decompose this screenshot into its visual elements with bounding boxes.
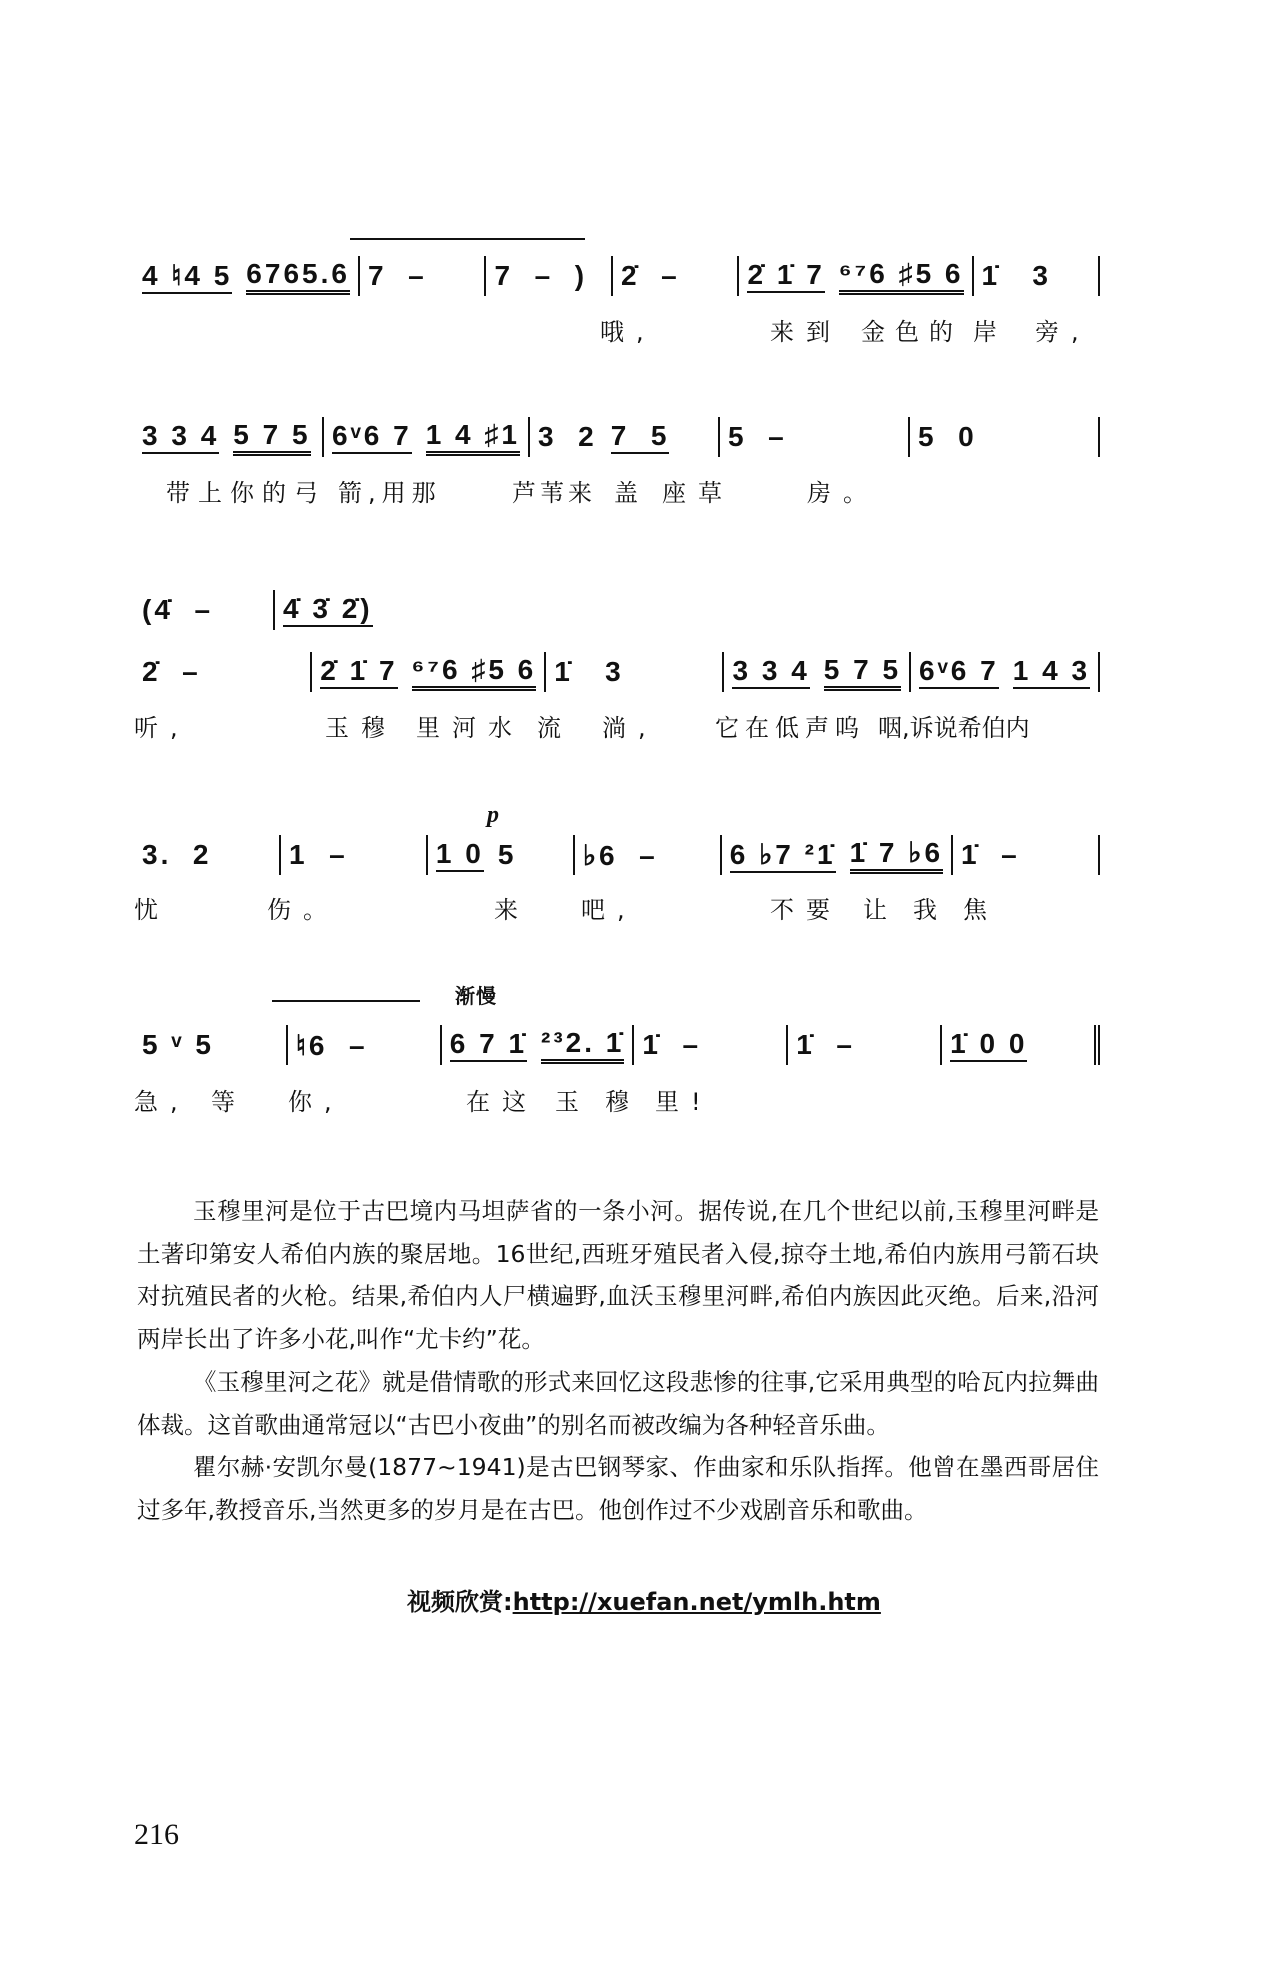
note-group: ♭6 – xyxy=(582,839,658,871)
tempo-marking: 渐慢 xyxy=(455,984,497,1008)
note-group: 5 ᵛ 5 xyxy=(142,1029,214,1060)
note-group: 6 7 1̇ xyxy=(450,1028,527,1062)
lyric: 芦苇来 xyxy=(512,479,596,507)
measure xyxy=(634,1025,788,1065)
note-group: 5 – xyxy=(728,421,787,452)
note-group: ²³2. 1̇ xyxy=(541,1027,624,1064)
lyric: 里! xyxy=(655,1088,713,1116)
lyric: 旁, xyxy=(1035,318,1091,346)
video-link-line xyxy=(407,1582,881,1617)
score-row-2 xyxy=(134,417,1100,457)
lyric: 玉 xyxy=(555,1088,591,1116)
note-group: 6ᵛ6 7 xyxy=(919,655,999,689)
measure xyxy=(134,1025,288,1065)
lyric: 金色的 xyxy=(861,318,963,346)
lyric: 来到 xyxy=(770,318,842,346)
video-label: 视频欣赏: xyxy=(407,1588,513,1616)
measure xyxy=(722,835,953,875)
note-group: 7 5 xyxy=(611,420,670,454)
measure xyxy=(974,256,1101,296)
video-url-link[interactable]: http://xuefan.net/ymlh.htm xyxy=(512,1588,881,1616)
paragraph: 《玉穆里河之花》就是借情歌的形式来回忆这段悲惨的往事,它采用典型的哈瓦内拉舞曲体裁。这首歌曲通常冠以“古巴小夜曲”的别名而被改编为各种轻音乐曲。 xyxy=(137,1367,1099,1439)
score-intro-row xyxy=(134,590,414,630)
lyric: 岸 xyxy=(973,318,1009,346)
lyric: 玉穆 xyxy=(325,714,397,742)
measure xyxy=(911,652,1100,692)
note-group: 7 – xyxy=(367,260,427,291)
measure xyxy=(288,1025,442,1065)
measure xyxy=(281,835,428,875)
score-row-5 xyxy=(134,1025,1100,1065)
lyric: 在这 xyxy=(466,1088,538,1116)
measure xyxy=(324,417,530,457)
note-group: 4̇ 3̇ 2̇) xyxy=(283,593,373,627)
note-group: 1̇ – xyxy=(961,839,1020,870)
measure xyxy=(910,417,1100,457)
note-group: 3 3 4 xyxy=(142,420,219,454)
crescendo-hairpin xyxy=(350,238,585,240)
note-group: 7 – ) xyxy=(494,260,588,291)
score-row-3 xyxy=(134,652,1100,692)
lyric: 吧, xyxy=(581,896,637,924)
lyric: 里河水 xyxy=(416,714,524,742)
measure xyxy=(788,1025,942,1065)
measure xyxy=(134,590,275,630)
lyric: 淌, xyxy=(602,714,658,742)
measure xyxy=(720,417,910,457)
measure xyxy=(134,652,312,692)
note-group: 6 ♭7 ²1̇ xyxy=(730,838,836,873)
lyric: 不要 xyxy=(770,896,842,924)
lyric: 来 xyxy=(494,896,530,924)
dynamic-piano: p xyxy=(487,802,499,828)
page-number: 216 xyxy=(134,1818,179,1851)
lyric: 房。 xyxy=(807,479,879,507)
measure xyxy=(724,652,911,692)
measure xyxy=(134,256,360,296)
note-group: 1̇ 0 0 xyxy=(950,1028,1027,1062)
note-group: 6765.6 xyxy=(246,258,350,295)
note-group: 5 xyxy=(497,839,517,870)
note-group: 1̇ – xyxy=(642,1029,702,1060)
measure xyxy=(275,590,414,630)
measure xyxy=(428,835,575,875)
crescendo-hairpin xyxy=(272,1000,420,1002)
measure xyxy=(613,256,740,296)
note-group: 1 0 xyxy=(436,838,484,872)
note-group: (4̇ – xyxy=(142,594,214,625)
measure xyxy=(530,417,720,457)
measure xyxy=(546,652,724,692)
note-group: 3 2 xyxy=(537,421,597,452)
note-group: 2̇ – xyxy=(620,260,680,291)
note-group: 5 7 5 xyxy=(233,419,310,456)
lyric: 急, xyxy=(134,1088,190,1116)
note-group: 2̇ 1̇ 7 xyxy=(747,259,824,293)
measure xyxy=(953,835,1100,875)
description-text xyxy=(137,1190,1099,1532)
lyric: 让 xyxy=(863,896,899,924)
measure xyxy=(134,835,281,875)
lyric: 带上你的弓 xyxy=(166,479,326,507)
paragraph: 玉穆里河是位于古巴境内马坦萨省的一条小河。据传说,在几个世纪以前,玉穆里河畔是土著印第安人希伯内族的聚居地。16世纪,西班牙殖民者入侵,掠夺土地,希伯内族用弓箭石块对抗殖民者的火枪。结果,希伯内人尸横遍野,血沃玉穆里河畔,希伯内族因此灭绝。后来,沿河两岸长出了许多小花,叫作“尤卡约”花。 xyxy=(137,1197,1099,1354)
measure xyxy=(739,256,973,296)
note-group: 1̇ – xyxy=(796,1029,855,1060)
lyric: 听, xyxy=(134,714,190,742)
note-group: ♮6 – xyxy=(295,1029,368,1061)
lyric: 我 xyxy=(913,896,949,924)
note-group: 2̇ 1̇ 7 xyxy=(320,655,397,689)
note-group: 3. 2 xyxy=(142,839,212,870)
measure xyxy=(575,835,722,875)
note-group: 1̇ 3 xyxy=(981,260,1051,291)
score-row-4 xyxy=(134,835,1100,875)
paragraph: 瞿尔赫·安凯尔曼(1877~1941)是古巴钢琴家、作曲家和乐队指挥。他曾在墨西哥居住过多年,教授音乐,当然更多的岁月是在古巴。他创作过不少戏剧音乐和歌曲。 xyxy=(137,1453,1099,1524)
note-group: 5 0 xyxy=(918,421,977,452)
score-row-1 xyxy=(134,256,1100,296)
measure xyxy=(134,417,324,457)
lyric: 座草 xyxy=(662,479,734,507)
lyric: 流 xyxy=(537,714,573,742)
note-group: ⁶⁷6 ♯5 6 xyxy=(412,654,537,691)
lyric: 伤。 xyxy=(267,896,339,924)
note-group: 6ᵛ6 7 xyxy=(332,420,412,454)
measure xyxy=(442,1025,635,1065)
note-group: 1 4 ♯1 xyxy=(426,419,520,456)
note-group: 1 4 3 xyxy=(1013,655,1090,689)
lyric: 你, xyxy=(288,1088,344,1116)
note-group: ⁶⁷6 ♯5 6 xyxy=(839,258,964,295)
note-group: 2̇ – xyxy=(142,656,201,687)
lyric: 哦, xyxy=(600,318,656,346)
note-group: 5 7 5 xyxy=(824,654,901,691)
measure xyxy=(312,652,546,692)
lyric: 它在低声呜 xyxy=(715,714,865,742)
note-group: 1 – xyxy=(288,839,348,870)
note-group: 4 ♮4 5 xyxy=(142,259,232,294)
lyric: 焦 xyxy=(963,896,999,924)
measure xyxy=(942,1025,1100,1065)
lyric: 穆 xyxy=(605,1088,641,1116)
lyric: 等 xyxy=(211,1088,247,1116)
note-group: 1̇ 3 xyxy=(554,656,624,687)
note-group: 3 3 4 xyxy=(732,655,809,689)
lyric: 盖 xyxy=(614,479,650,507)
measure xyxy=(486,256,613,296)
lyric: 忧 xyxy=(134,896,170,924)
lyric: 咽,诉说希伯内 xyxy=(878,714,1030,742)
note-group: 1̇ 7 ♭6 xyxy=(850,836,943,874)
measure xyxy=(360,256,487,296)
lyric: 箭,用那 xyxy=(338,479,442,507)
